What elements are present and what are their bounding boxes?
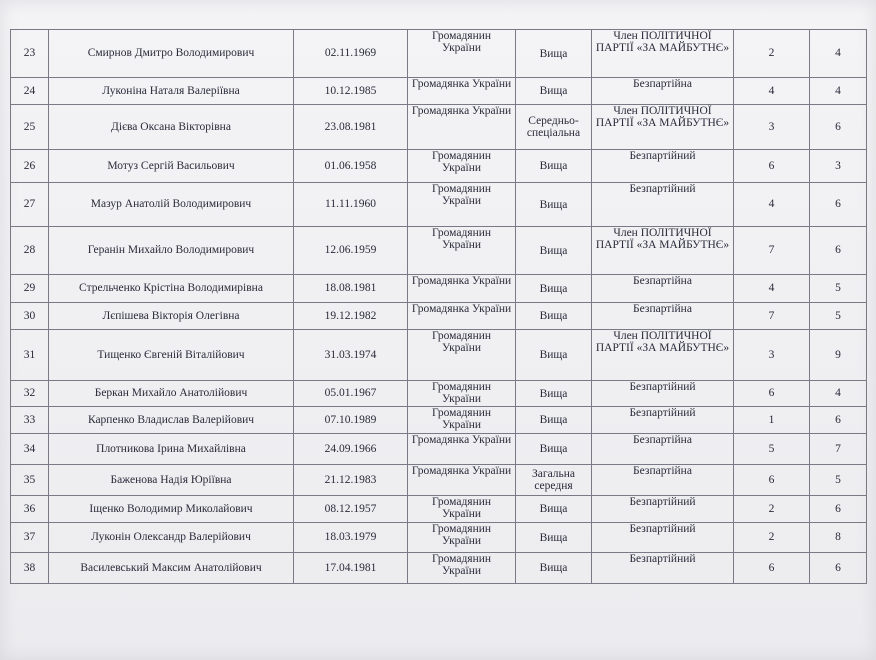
row-number: 27 [11, 183, 49, 227]
candidate-name: Мазур Анатолій Володимирович [49, 183, 294, 227]
party-affiliation: Безпартійна [592, 465, 734, 496]
party-affiliation: Безпартійний [592, 150, 734, 183]
birth-date: 19.12.1982 [294, 303, 408, 330]
education: Вища [516, 150, 592, 183]
education: Загальна середня [516, 465, 592, 496]
table-row [11, 105, 867, 150]
citizenship: Громадянин України [408, 150, 516, 183]
value-a: 6 [734, 553, 810, 584]
value-b: 6 [810, 227, 867, 275]
party-affiliation: Безпартійна [592, 275, 734, 303]
party-affiliation: Член ПОЛІТИЧНОЇ ПАРТІЇ «ЗА МАЙБУТНЄ» [592, 105, 734, 150]
party-affiliation: Безпартійна [592, 434, 734, 465]
citizenship: Громадянка України [408, 105, 516, 150]
party-affiliation: Безпартійний [592, 381, 734, 407]
table-row [11, 30, 867, 78]
value-b: 4 [810, 30, 867, 78]
education: Вища [516, 275, 592, 303]
row-number: 33 [11, 407, 49, 434]
birth-date: 02.11.1969 [294, 30, 408, 78]
table-row [11, 303, 867, 330]
value-a: 5 [734, 434, 810, 465]
row-number: 26 [11, 150, 49, 183]
value-b: 5 [810, 303, 867, 330]
birth-date: 08.12.1957 [294, 496, 408, 523]
birth-date: 07.10.1989 [294, 407, 408, 434]
birth-date: 18.03.1979 [294, 523, 408, 553]
citizenship: Громадянка України [408, 303, 516, 330]
candidate-name: Іщенко Володимир Миколайович [49, 496, 294, 523]
value-b: 6 [810, 553, 867, 584]
row-number: 23 [11, 30, 49, 78]
row-number: 24 [11, 78, 49, 105]
value-a: 4 [734, 183, 810, 227]
candidate-name: Плотникова Ірина Михайлівна [49, 434, 294, 465]
value-b: 5 [810, 275, 867, 303]
birth-date: 01.06.1958 [294, 150, 408, 183]
citizenship: Громадянин України [408, 381, 516, 407]
party-affiliation: Член ПОЛІТИЧНОЇ ПАРТІЇ «ЗА МАЙБУТНЄ» [592, 330, 734, 381]
citizenship: Громадянин України [408, 30, 516, 78]
table-row [11, 150, 867, 183]
table-row [11, 407, 867, 434]
party-affiliation: Безпартійна [592, 78, 734, 105]
birth-date: 12.06.1959 [294, 227, 408, 275]
education: Вища [516, 496, 592, 523]
value-a: 2 [734, 523, 810, 553]
row-number: 34 [11, 434, 49, 465]
value-a: 6 [734, 465, 810, 496]
candidate-name: Мотуз Сергій Васильович [49, 150, 294, 183]
birth-date: 17.04.1981 [294, 553, 408, 584]
citizenship: Громадянка України [408, 434, 516, 465]
table-row [11, 275, 867, 303]
education: Вища [516, 227, 592, 275]
value-b: 9 [810, 330, 867, 381]
value-a: 6 [734, 150, 810, 183]
education: Вища [516, 303, 592, 330]
party-affiliation: Безпартійний [592, 183, 734, 227]
value-b: 4 [810, 381, 867, 407]
party-affiliation: Член ПОЛІТИЧНОЇ ПАРТІЇ «ЗА МАЙБУТНЄ» [592, 227, 734, 275]
birth-date: 31.03.1974 [294, 330, 408, 381]
candidate-name: Тищенко Євгеній Віталійович [49, 330, 294, 381]
table-row [11, 330, 867, 381]
candidate-table [10, 29, 867, 584]
table-row [11, 465, 867, 496]
education: Вища [516, 523, 592, 553]
birth-date: 05.01.1967 [294, 381, 408, 407]
candidate-name: Василевський Максим Анатолійович [49, 553, 294, 584]
value-a: 1 [734, 407, 810, 434]
row-number: 28 [11, 227, 49, 275]
row-number: 30 [11, 303, 49, 330]
candidate-name: Дієва Оксана Вікторівна [49, 105, 294, 150]
value-b: 6 [810, 407, 867, 434]
value-b: 7 [810, 434, 867, 465]
value-a: 7 [734, 227, 810, 275]
citizenship: Громадянин України [408, 407, 516, 434]
citizenship: Громадянин України [408, 330, 516, 381]
education: Вища [516, 434, 592, 465]
party-affiliation: Член ПОЛІТИЧНОЇ ПАРТІЇ «ЗА МАЙБУТНЄ» [592, 30, 734, 78]
row-number: 31 [11, 330, 49, 381]
birth-date: 10.12.1985 [294, 78, 408, 105]
row-number: 29 [11, 275, 49, 303]
party-affiliation: Безпартійний [592, 407, 734, 434]
value-b: 6 [810, 183, 867, 227]
citizenship: Громадянка України [408, 78, 516, 105]
birth-date: 23.08.1981 [294, 105, 408, 150]
value-a: 3 [734, 105, 810, 150]
birth-date: 18.08.1981 [294, 275, 408, 303]
table-row [11, 227, 867, 275]
education: Середньо-спеціальна [516, 105, 592, 150]
value-b: 6 [810, 105, 867, 150]
education: Вища [516, 407, 592, 434]
row-number: 36 [11, 496, 49, 523]
party-affiliation: Безпартійний [592, 496, 734, 523]
row-number: 38 [11, 553, 49, 584]
education: Вища [516, 553, 592, 584]
birth-date: 24.09.1966 [294, 434, 408, 465]
table-row [11, 523, 867, 553]
party-affiliation: Безпартійний [592, 523, 734, 553]
value-b: 6 [810, 496, 867, 523]
education: Вища [516, 330, 592, 381]
candidate-name: Карпенко Владислав Валерійович [49, 407, 294, 434]
education: Вища [516, 78, 592, 105]
table-row [11, 496, 867, 523]
row-number: 35 [11, 465, 49, 496]
citizenship: Громадянин України [408, 183, 516, 227]
party-affiliation: Безпартійний [592, 553, 734, 584]
candidate-name: Луконіна Наталя Валеріївна [49, 78, 294, 105]
row-number: 37 [11, 523, 49, 553]
candidate-name: Беркан Михайло Анатолійович [49, 381, 294, 407]
citizenship: Громадянин України [408, 227, 516, 275]
birth-date: 11.11.1960 [294, 183, 408, 227]
candidate-name: Стрельченко Крістіна Володимирівна [49, 275, 294, 303]
value-b: 3 [810, 150, 867, 183]
candidate-name: Геранін Михайло Володимирович [49, 227, 294, 275]
table-row [11, 434, 867, 465]
education: Вища [516, 30, 592, 78]
citizenship: Громадянин України [408, 553, 516, 584]
row-number: 32 [11, 381, 49, 407]
value-a: 2 [734, 496, 810, 523]
citizenship: Громадянин України [408, 496, 516, 523]
table-row [11, 553, 867, 584]
value-b: 8 [810, 523, 867, 553]
value-b: 5 [810, 465, 867, 496]
value-a: 2 [734, 30, 810, 78]
citizenship: Громадянка України [408, 465, 516, 496]
value-a: 4 [734, 78, 810, 105]
citizenship: Громадянка України [408, 275, 516, 303]
candidate-name: Баженова Надія Юріївна [49, 465, 294, 496]
row-number: 25 [11, 105, 49, 150]
birth-date: 21.12.1983 [294, 465, 408, 496]
value-a: 6 [734, 381, 810, 407]
value-a: 3 [734, 330, 810, 381]
table-row [11, 183, 867, 227]
education: Вища [516, 183, 592, 227]
table-row [11, 78, 867, 105]
party-affiliation: Безпартійна [592, 303, 734, 330]
table-row [11, 381, 867, 407]
value-a: 4 [734, 275, 810, 303]
candidate-name: Лєпішева Вікторія Олегівна [49, 303, 294, 330]
education: Вища [516, 381, 592, 407]
candidate-table-body [11, 30, 867, 584]
citizenship: Громадянин України [408, 523, 516, 553]
candidate-name: Луконін Олександр Валерійович [49, 523, 294, 553]
value-a: 7 [734, 303, 810, 330]
candidate-name: Смирнов Дмитро Володимирович [49, 30, 294, 78]
value-b: 4 [810, 78, 867, 105]
